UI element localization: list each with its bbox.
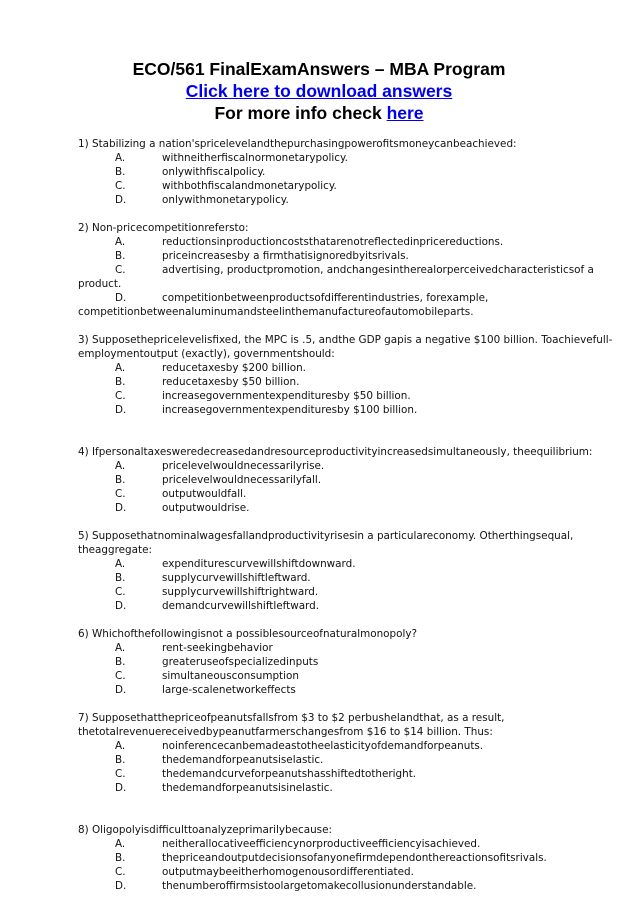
option-text: supplycurvewillshiftrightward. xyxy=(162,586,319,598)
question-stem: 8) Oligopolyisdifficulttoanalyzeprimarilybecause: xyxy=(78,824,332,836)
option-text: greateruseofspecializedinputs xyxy=(162,656,319,668)
option-text: increasegovernmentexpendituresby $100 billion. xyxy=(162,404,418,416)
option-letter: D. xyxy=(115,502,127,514)
answer-option xyxy=(78,389,598,403)
option-letter: D. xyxy=(115,782,127,794)
option-text: rent-seekingbehavior xyxy=(162,642,273,654)
answer-option xyxy=(78,753,598,767)
option-letter: B. xyxy=(115,250,126,262)
question-block xyxy=(78,137,598,207)
option-text-continued: competitionbetweenaluminumandsteelinthemanufactureofautomobileparts. xyxy=(78,306,474,318)
spacer xyxy=(78,697,598,711)
option-letter: A. xyxy=(115,558,126,570)
option-text: increasegovernmentexpendituresby $50 billion. xyxy=(162,390,411,402)
option-text: competitionbetweenproductsofdifferentindustries, forexample, xyxy=(162,292,489,304)
document-title: ECO/561 FinalExamAnswers – MBA Program xyxy=(132,59,506,79)
option-text: expenditurescurvewillshiftdownward. xyxy=(162,558,356,570)
option-text: demandcurvewillshiftleftward. xyxy=(162,600,320,612)
answer-option xyxy=(78,879,598,893)
option-letter: C. xyxy=(115,670,126,682)
question-block xyxy=(78,333,613,417)
answer-option xyxy=(78,837,598,851)
answer-option xyxy=(78,151,598,165)
answer-option xyxy=(78,473,598,487)
answer-option xyxy=(78,361,598,375)
answer-option xyxy=(78,249,598,263)
option-text: thedemandforpeanutsisinelastic. xyxy=(162,782,333,794)
answer-option xyxy=(78,291,598,305)
spacer xyxy=(78,795,598,823)
option-letter: D. xyxy=(115,404,127,416)
option-text: thepriceandoutputdecisionsofanyonefirmdependonthereactionsofitsrivals. xyxy=(162,852,547,864)
option-letter: A. xyxy=(115,460,126,472)
option-letter: A. xyxy=(115,152,126,164)
option-letter: B. xyxy=(115,474,126,486)
question-stem: 7) Supposethatthepriceofpeanutsfallsfrom $3 to $2 perbushelandthat, as a result, xyxy=(78,712,505,724)
option-letter: C. xyxy=(115,180,126,192)
option-letter: A. xyxy=(115,838,126,850)
option-text: neitherallocativeefficiencynorproductiveefficiencyisachieved. xyxy=(162,838,481,850)
question-stem: 2) Non-pricecompetitionrefersto: xyxy=(78,222,249,234)
option-letter: D. xyxy=(115,600,127,612)
question-stem: 5) Supposethatnominalwagesfallandproductivityrisesin a particulareconomy. Otherthingsequal, xyxy=(78,530,574,542)
option-text: pricelevelwouldnecessarilyfall. xyxy=(162,474,322,486)
spacer xyxy=(78,515,598,529)
option-text: outputwouldfall. xyxy=(162,488,247,500)
answer-option xyxy=(78,683,598,697)
question-stem: 1) Stabilizing a nation'spricelevelandthepurchasingpowerofitsmoneycanbeachieved: xyxy=(78,138,517,150)
option-letter: B. xyxy=(115,852,126,864)
answer-option xyxy=(78,641,598,655)
answer-option xyxy=(78,669,598,683)
more-info-text: For more info check xyxy=(214,103,387,123)
answer-option xyxy=(78,585,598,599)
document-header xyxy=(0,58,638,124)
question-block xyxy=(78,823,598,893)
option-letter: D. xyxy=(115,292,127,304)
option-text: thedemandcurveforpeanutshasshiftedtotheright. xyxy=(162,768,417,780)
question-block xyxy=(78,529,598,613)
option-letter: C. xyxy=(115,768,126,780)
answer-option xyxy=(78,459,598,473)
answer-option xyxy=(78,263,598,277)
option-text: supplycurvewillshiftleftward. xyxy=(162,572,311,584)
answer-option xyxy=(78,403,598,417)
question-stem: 3) Supposethepricelevelisfixed, the MPC is .5, andthe GDP gapis a negative $100 billion. Toachievefull- xyxy=(78,334,613,346)
option-letter: C. xyxy=(115,264,126,276)
question-block xyxy=(78,711,598,795)
option-text: large-scalenetworkeffects xyxy=(162,684,296,696)
option-letter: B. xyxy=(115,376,126,388)
option-text: reductionsinproductioncoststhatarenotreflectedinpricereductions. xyxy=(162,236,504,248)
question-block xyxy=(78,445,598,515)
answer-option xyxy=(78,865,598,879)
option-letter: C. xyxy=(115,488,126,500)
spacer xyxy=(78,417,598,445)
option-text: thedemandforpeanutsiselastic. xyxy=(162,754,324,766)
question-stem: 4) Ifpersonaltaxesweredecreasedandresourceproductivityincreasedsimultaneously, theequilibrium: xyxy=(78,446,593,458)
question-block xyxy=(78,221,598,319)
question-block xyxy=(78,627,598,697)
option-letter: D. xyxy=(115,684,127,696)
option-text-continued: product. xyxy=(78,278,122,290)
option-text: simultaneousconsumption xyxy=(162,670,299,682)
option-letter: C. xyxy=(115,390,126,402)
answer-option xyxy=(78,487,598,501)
answer-option xyxy=(78,557,598,571)
option-text: advertising, productpromotion, andchangesintherealorperceivedcharacteristicsof a xyxy=(162,264,594,276)
download-answers-link[interactable]: Click here to download answers xyxy=(185,81,453,101)
option-text: noinferencecanbemadeastotheelasticityofdemandforpeanuts. xyxy=(162,740,484,752)
option-text: outputwouldrise. xyxy=(162,502,250,514)
answer-option xyxy=(78,739,598,753)
option-letter: A. xyxy=(115,642,126,654)
spacer xyxy=(78,319,598,333)
option-letter: A. xyxy=(115,236,126,248)
option-text: withneitherfiscalnormonetarypolicy. xyxy=(162,152,348,164)
question-stem: employmentoutput (exactly), governmentshould: xyxy=(78,348,335,360)
answer-option xyxy=(78,235,598,249)
question-stem: thetotalrevenuereceivedbypeanutfarmerschangesfrom $16 to $14 billion. Thus: xyxy=(78,726,493,738)
option-letter: D. xyxy=(115,880,127,892)
option-text: onlywithmonetarypolicy. xyxy=(162,194,289,206)
answer-option xyxy=(78,193,598,207)
spacer xyxy=(78,613,598,627)
answer-option xyxy=(78,767,598,781)
option-text: priceincreasesby a firmthatisignoredbyitsrivals. xyxy=(162,250,409,262)
option-text: reducetaxesby $200 billion. xyxy=(162,362,306,374)
answer-option xyxy=(78,781,598,795)
answer-option xyxy=(78,165,598,179)
option-letter: B. xyxy=(115,754,126,766)
option-letter: C. xyxy=(115,866,126,878)
option-letter: B. xyxy=(115,656,126,668)
option-letter: C. xyxy=(115,586,126,598)
option-letter: B. xyxy=(115,572,126,584)
option-text: onlywithfiscalpolicy. xyxy=(162,166,266,178)
answer-option xyxy=(78,179,598,193)
option-letter: A. xyxy=(115,740,126,752)
answer-option xyxy=(78,571,598,585)
answer-option xyxy=(78,655,598,669)
option-letter: D. xyxy=(115,194,127,206)
option-letter: A. xyxy=(115,362,126,374)
question-stem: theaggregate: xyxy=(78,544,152,556)
more-info-link[interactable]: here xyxy=(386,103,424,123)
option-text: pricelevelwouldnecessarilyrise. xyxy=(162,460,325,472)
option-text: withbothfiscalandmonetarypolicy. xyxy=(162,180,337,192)
option-text: outputmaybeeitherhomogenousordifferentiated. xyxy=(162,866,414,878)
answer-option xyxy=(78,599,598,613)
answer-option xyxy=(78,501,598,515)
option-text: reducetaxesby $50 billion. xyxy=(162,376,300,388)
option-text: thenumberoffirmsistoolargetomakecollusionunderstandable. xyxy=(162,880,477,892)
answer-option xyxy=(78,375,598,389)
option-letter: B. xyxy=(115,166,126,178)
spacer xyxy=(78,207,598,221)
question-list xyxy=(78,137,613,893)
answer-option xyxy=(78,851,598,865)
question-stem: 6) Whichofthefollowingisnot a possiblesourceofnaturalmonopoly? xyxy=(78,628,418,640)
